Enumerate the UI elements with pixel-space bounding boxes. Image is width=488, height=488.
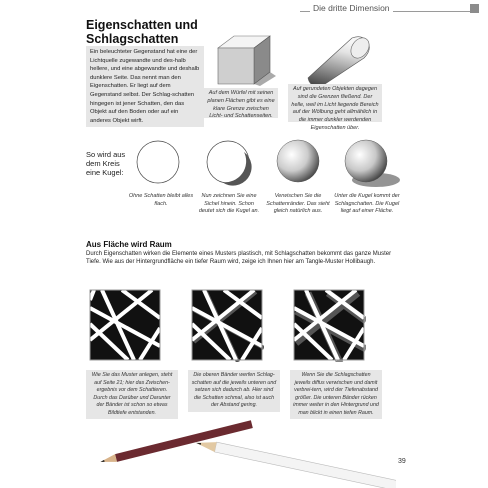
sphere-label-line-1: So wird aus xyxy=(86,150,126,159)
section-body: Durch Eigenschatten wirken die Elemente eines Musters plastisch, mit Schlagschatten bekommt das ganze Muster Tiefe. Wie aus der Hintergrundfläche ein tiefer Raum wird, zeige ich Ihnen hier am Tangle-Muster Hollibaugh. xyxy=(86,251,392,266)
cylinder-caption: Auf gerundeten Objekten dagegen sind die Grenzen fließend. Der helle, weil im Licht liegende Bereich auf der Wölbung geht allmählich in die immer dunkler werdenden Eigenschatten über. xyxy=(288,84,382,122)
sphere-caption-2: Nun zeichnen Sie eine Sichel hinein. Schon deutet sich die Kugel an. xyxy=(198,193,260,215)
sphere-caption-4: Unter die Kugel kommt der Schlagschatten. Die Kugel liegt auf einer Fläche. xyxy=(334,193,400,215)
sphere-with-cast-shadow xyxy=(336,136,402,192)
page-title xyxy=(86,18,198,46)
cube-caption: Auf dem Würfel mit seinen planen Flächen gibt es eine klare Grenze zwischen Licht- und Schattenseiten. xyxy=(204,88,278,118)
tile-caption-2: Die oberen Bänder werfen Schlag-schatten auf die jeweils unteren und setzen sich dadurch ab. Hier sind die Schatten schmal, also ist auch der Abstand gering. xyxy=(188,370,280,412)
tangle-tile-3 xyxy=(292,288,366,362)
sphere-plain xyxy=(132,138,192,188)
tile-caption-1: Wie Sie das Muster anlegen, steht auf Seite 21; hier das Zwischen-ergebnis vor dem Schattieren. Durch das Darüber und Darunter der Bänder ist schon so etwas Bildtiefe entstanden. xyxy=(86,370,178,419)
pencils-illustration xyxy=(96,418,396,488)
intro-paragraph: Ein beleuchteter Gegenstand hat eine der Lichtquelle zugewandte und des-halb hellere, und eine abgewandte und deshalb dunklere Seite. Das nennt man den Eigenschatten. Er liegt auf dem Gegenstand selbst. Der Schlag-schatten hingegen ist jener Schatten, den das Objekt auf den Boden oder auf ein anderes Objekt wirft. xyxy=(86,46,204,127)
sphere-caption-1: Ohne Schatten bleibt alles flach. xyxy=(128,193,194,207)
section-title: Aus Fläche wird Raum xyxy=(86,240,172,249)
tangle-tile-2 xyxy=(190,288,264,362)
sphere-blended xyxy=(268,136,330,188)
sphere-label-line-2: dem Kreis xyxy=(86,159,120,168)
title-line-2: Schlagschatten xyxy=(86,32,179,46)
cube-illustration xyxy=(212,30,278,86)
header-marker xyxy=(470,4,479,13)
tile-caption-3: Wenn Sie die Schlagschatten jeweils diffus verwischen und damit verbrei-tern, wird der Tiefenabstand größer. Die unteren Bänder rücken immer weiter in den Hintergrund und man blickt in einen tiefen Raum. xyxy=(290,370,382,419)
sphere-sequence-label xyxy=(86,150,125,177)
section-header: Die dritte Dimension xyxy=(310,3,393,13)
page-number: 39 xyxy=(398,458,406,465)
cylinder-illustration xyxy=(300,30,380,86)
title-line-1: Eigenschatten und xyxy=(86,18,198,32)
sphere-caption-3: Verwischen Sie die Schattenränder. Das sieht gleich natürlich aus. xyxy=(266,193,330,215)
tangle-tile-1 xyxy=(88,288,162,362)
sphere-label-line-3: eine Kugel: xyxy=(86,168,124,177)
sphere-crescent xyxy=(200,138,260,188)
